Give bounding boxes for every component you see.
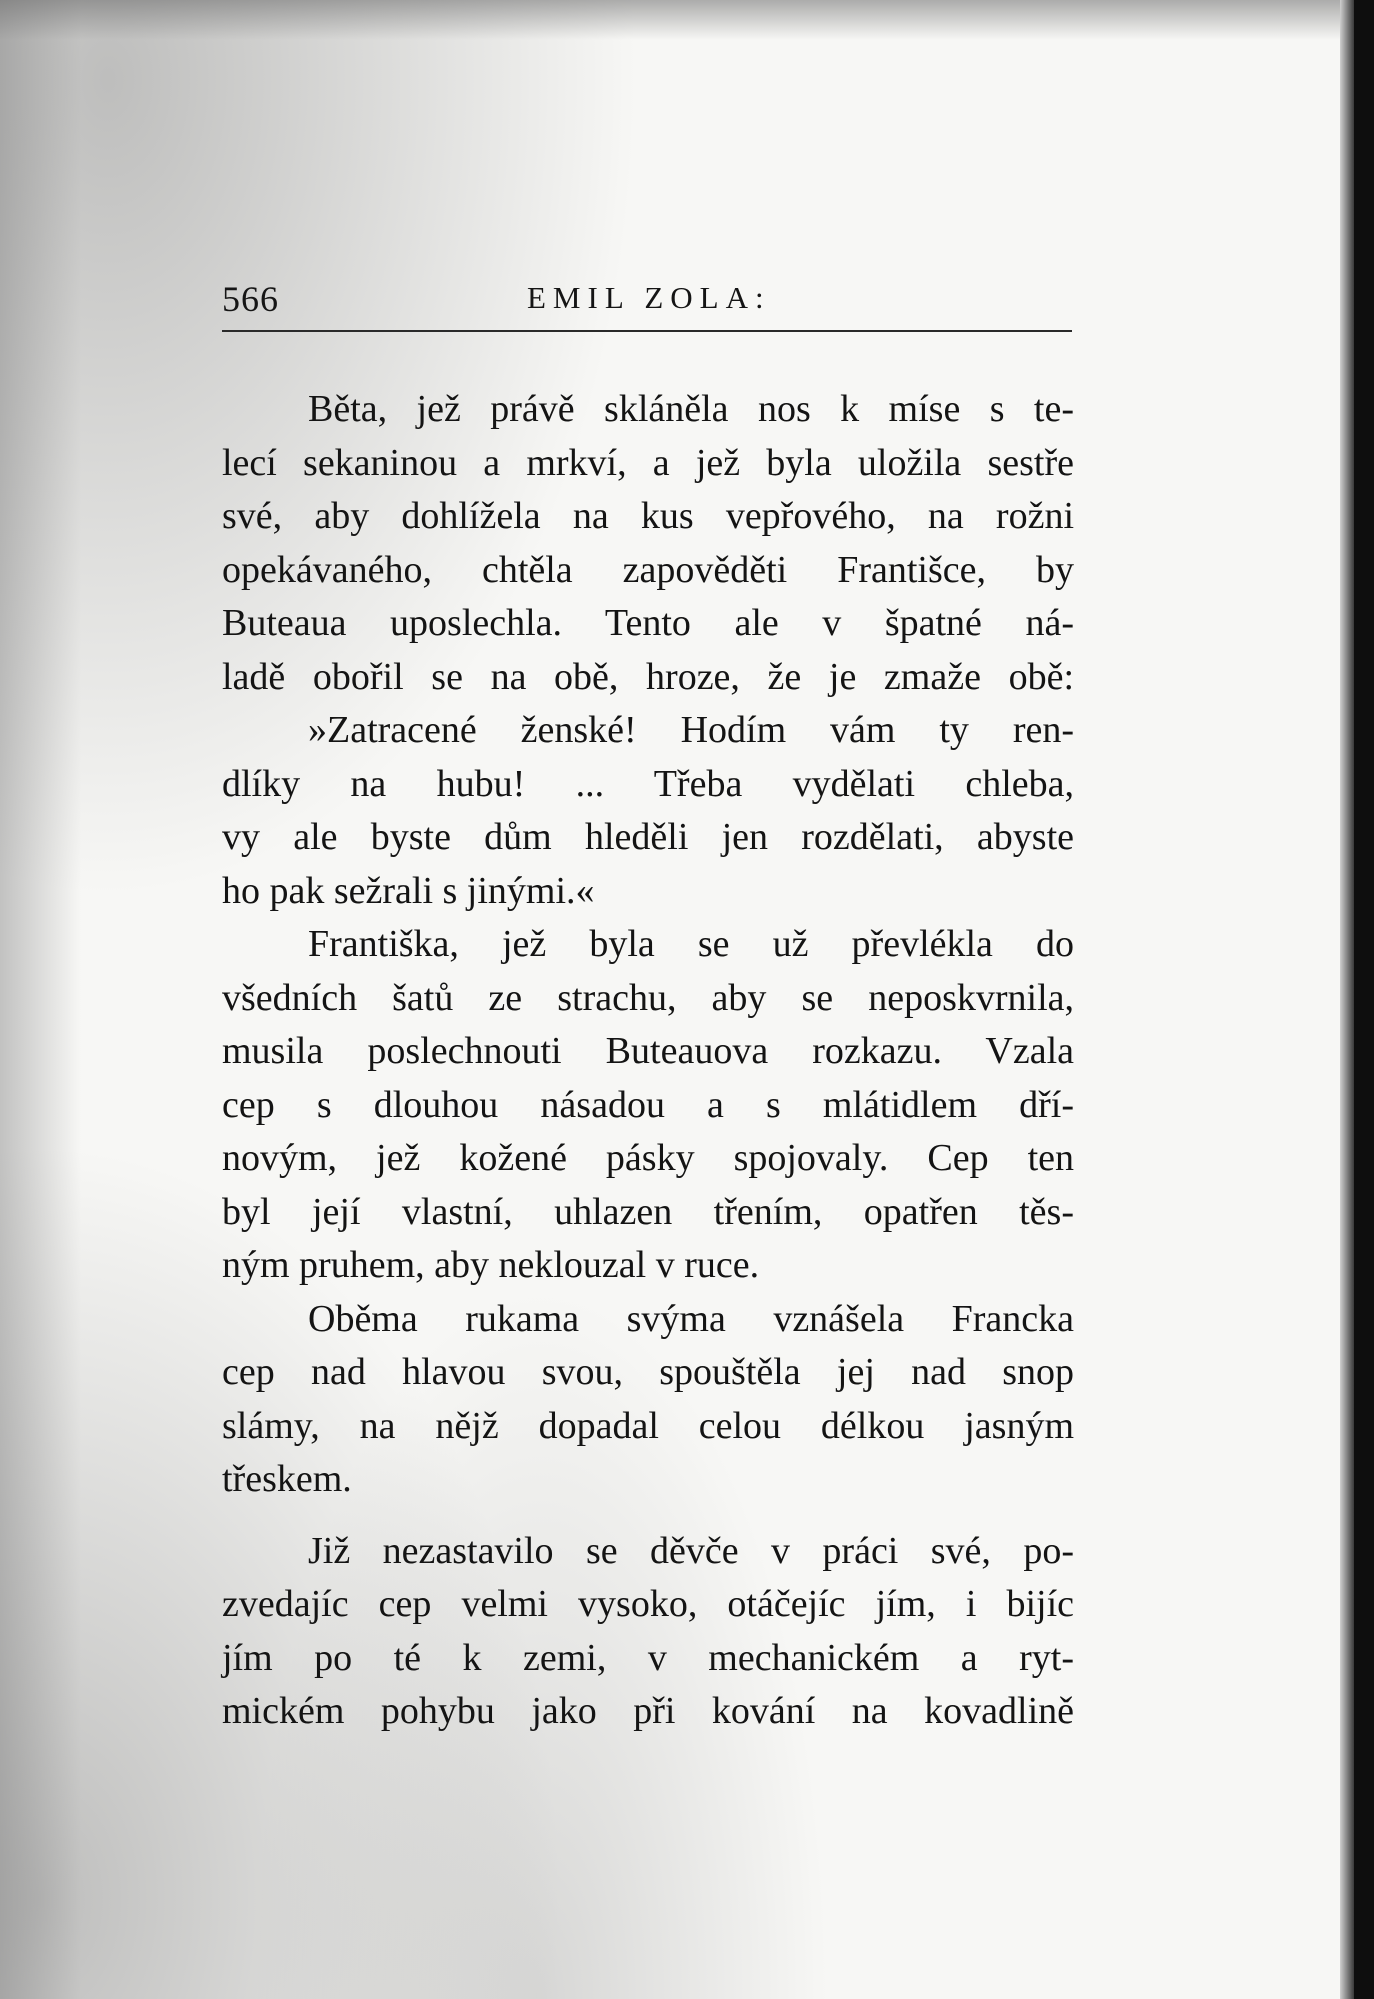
text-line: slámy, na nějž dopadal celou délkou jasným [222, 1404, 1074, 1447]
text-line: Běta, jež právě skláněla nos k míse s te- [308, 388, 1074, 430]
text-line: opekávaného, chtěla zapověděti Františce, by [222, 548, 1074, 591]
text-line: cep s dlouhou násadou a s mlátidlem dří- [222, 1083, 1074, 1126]
text-line: novým, jež kožené pásky spojovaly. Cep ten [222, 1137, 1074, 1179]
text-line: ho pak sežrali s jinými.« [222, 869, 595, 912]
paragraph [222, 918, 1074, 1293]
text-line: své, aby dohlížela na kus vepřového, na rožni [222, 495, 1074, 537]
header-rule [222, 330, 1072, 332]
running-head [222, 278, 1072, 328]
text-line: zvedajíc cep velmi vysoko, otáčejíc jím, i bijíc [222, 1583, 1074, 1625]
text-line: ným pruhem, aby neklouzal v ruce. [222, 1244, 760, 1286]
text-line: musila poslechnouti Buteauova rozkazu. Vzala [222, 1030, 1074, 1072]
paragraph [222, 383, 1074, 918]
paragraph-gap [222, 1507, 1074, 1525]
page-number: 566 [222, 279, 279, 319]
text-line: cep nad hlavou svou, spouštěla jej nad snop [222, 1351, 1074, 1393]
text-line: Buteaua uposlechla. Tento ale v špatné ná- [222, 602, 1074, 644]
text-line: vy ale byste dům hleděli jen rozdělati, abyste [222, 816, 1074, 858]
text-line: třeskem. [222, 1458, 352, 1500]
text-line: všedních šatů ze strachu, aby se neposkvrnila, [222, 976, 1074, 1019]
page-edge-shadow [1340, 0, 1354, 1999]
scan-shadow-top [0, 0, 1352, 40]
text-line: byl její vlastní, uhlazen třením, opatřen těs- [222, 1190, 1074, 1233]
text-line: dlíky na hubu! ... Třeba vydělati chleba, [222, 762, 1074, 805]
text-line: Oběma rukama svýma vznášela Francka [308, 1297, 1074, 1340]
text-line: mickém pohybu jako při kování na kovadlině [222, 1690, 1074, 1732]
text-line: jím po té k zemi, v mechanickém a ryt- [222, 1636, 1074, 1679]
paragraph [222, 1525, 1074, 1739]
running-title: EMIL ZOLA: [527, 280, 771, 315]
text-line: Františka, jež byla se už převlékla do [308, 923, 1074, 965]
paragraph [222, 1293, 1074, 1507]
text-line: ladě obořil se na obě, hroze, že je zmaže obě: [222, 655, 1074, 698]
text-line: »Zatracené ženské! Hodím vám ty ren- [308, 709, 1074, 751]
text-line: lecí sekaninou a mrkví, a jež byla uložila sestře [222, 441, 1074, 484]
body-text [222, 383, 1074, 1739]
text-line: Již nezastavilo se děvče v práci své, po- [308, 1529, 1074, 1572]
